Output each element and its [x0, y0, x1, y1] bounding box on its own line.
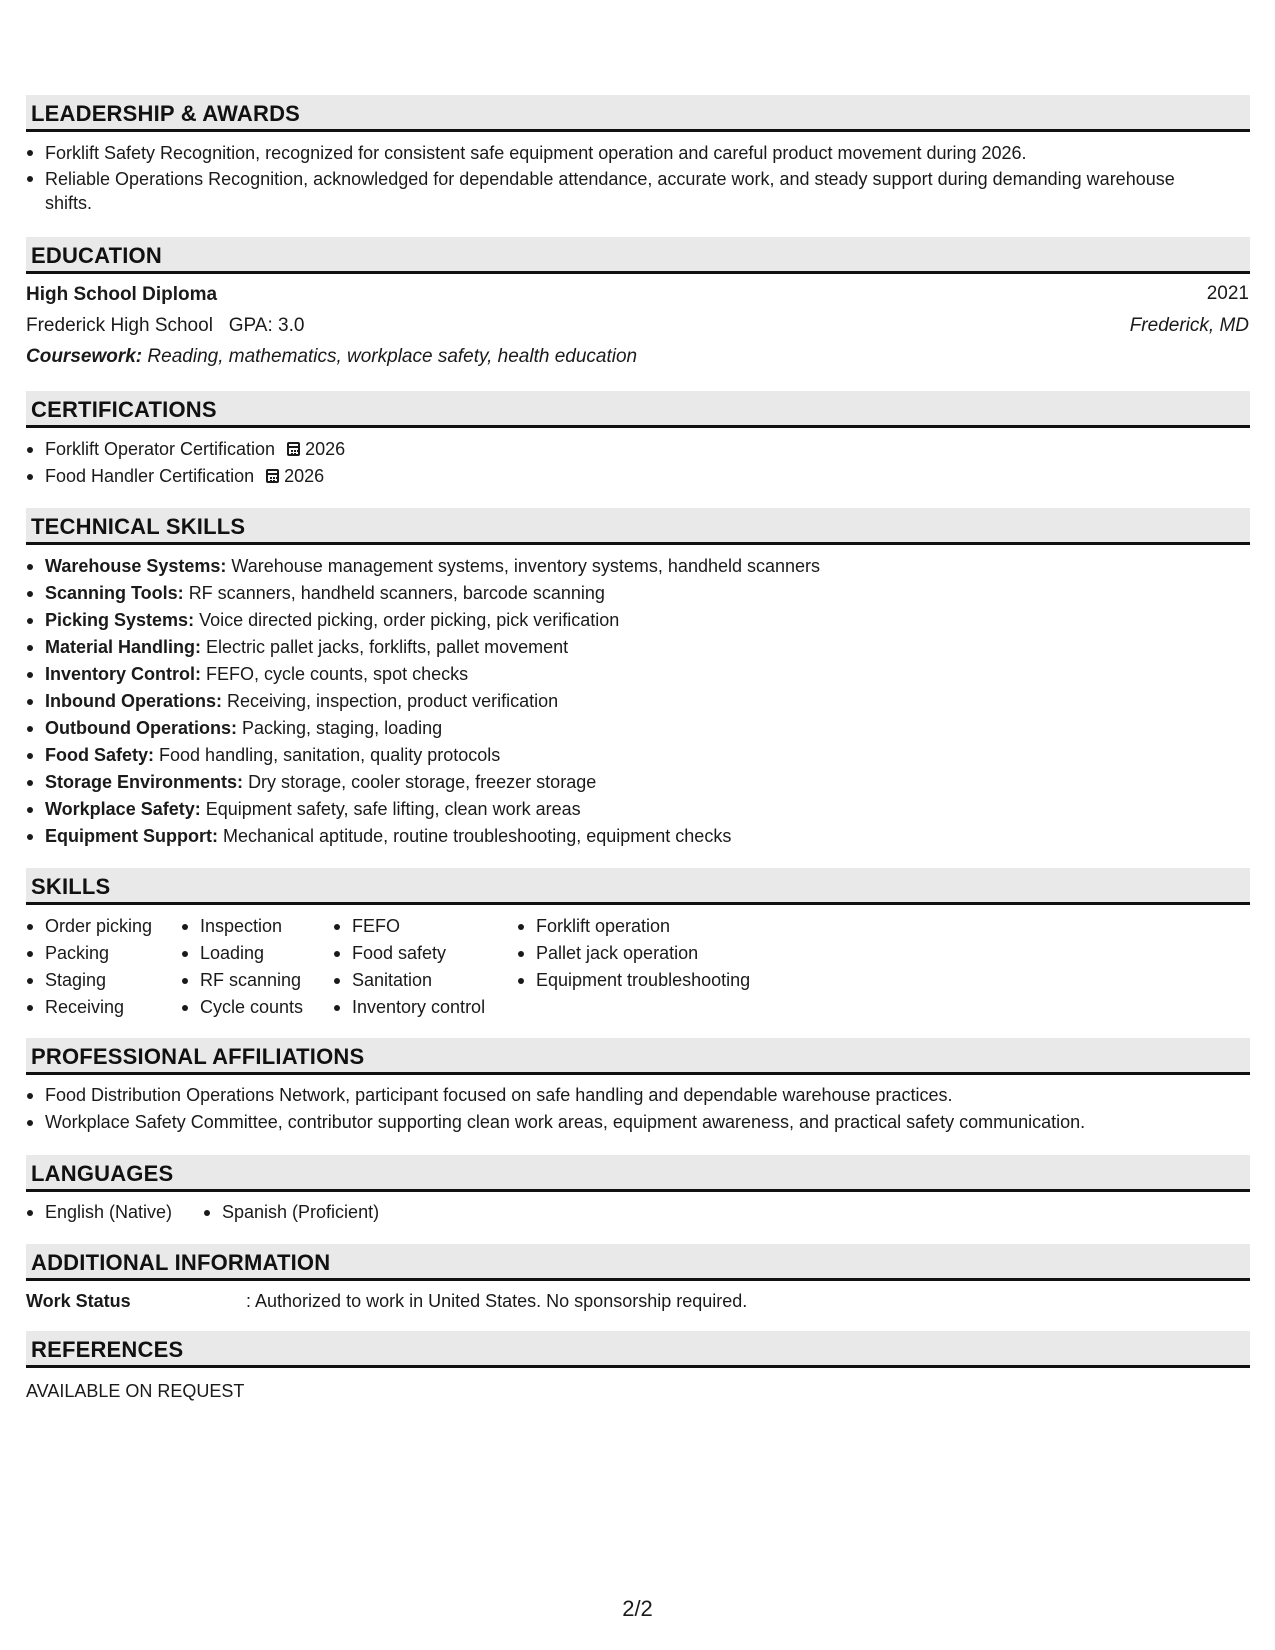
- list-item: [26, 661, 1226, 688]
- list-item: [26, 607, 1226, 634]
- list-item: English (Native): [26, 1199, 226, 1226]
- languages-list: [26, 1199, 226, 1226]
- list-item: Pallet jack operation: [517, 940, 797, 967]
- certification-year: 2026: [305, 439, 346, 459]
- skill-label: Food Safety:: [45, 745, 155, 765]
- calendar-icon: [287, 442, 300, 456]
- certification-year: 2026: [284, 466, 325, 486]
- list-item: Receiving: [26, 994, 186, 1021]
- section-title: PROFESSIONAL AFFILIATIONS: [31, 1044, 365, 1069]
- languages-list: [203, 1199, 453, 1226]
- section-header-additional: [26, 1244, 1250, 1281]
- list-item: [26, 436, 1226, 463]
- list-item: Inventory control: [333, 994, 513, 1021]
- leadership-list: [26, 141, 1226, 217]
- list-item: Forklift Safety Recognition, recognized for consistent safe equipment operation and careful product movement during 2026.: [26, 141, 1226, 165]
- skill-label: Inbound Operations:: [45, 691, 222, 711]
- coursework: [26, 346, 637, 368]
- list-item: Packing: [26, 940, 186, 967]
- list-item: Spanish (Proficient): [203, 1199, 453, 1226]
- gpa: GPA: 3.0: [228, 315, 305, 336]
- skill-label: Warehouse Systems:: [45, 556, 227, 576]
- skill-label: Picking Systems:: [45, 610, 195, 630]
- list-item: [26, 796, 1226, 823]
- skill-label: Storage Environments:: [45, 772, 244, 792]
- page-number: 2/2: [622, 1596, 653, 1621]
- section-header-technical-skills: [26, 508, 1250, 545]
- skill-label: Inventory Control:: [45, 664, 201, 684]
- skills-column: [181, 913, 331, 1021]
- section-title: LANGUAGES: [31, 1161, 174, 1186]
- work-status-value: : Authorized to work in United States. No sponsorship required.: [246, 1291, 748, 1311]
- skills-column: [517, 913, 797, 994]
- list-item: Staging: [26, 967, 186, 994]
- certification-name: Food Handler Certification: [45, 466, 255, 486]
- section-header-education: [26, 237, 1250, 274]
- section-header-leadership: [26, 95, 1250, 132]
- skill-text: Mechanical aptitude, routine troubleshooting, equipment checks: [223, 826, 732, 846]
- section-title: EDUCATION: [31, 243, 162, 268]
- list-item: [26, 634, 1226, 661]
- skill-text: Dry storage, cooler storage, freezer storage: [248, 772, 597, 792]
- section-title: SKILLS: [31, 874, 111, 899]
- list-item: Order picking: [26, 913, 186, 940]
- certification-name: Forklift Operator Certification: [45, 439, 276, 459]
- skill-text: Packing, staging, loading: [242, 718, 443, 738]
- list-item: Equipment troubleshooting: [517, 967, 797, 994]
- references-text: AVAILABLE ON REQUEST: [26, 1381, 245, 1401]
- section-title: TECHNICAL SKILLS: [31, 514, 246, 539]
- list-item: [26, 742, 1226, 769]
- skill-label: Outbound Operations:: [45, 718, 237, 738]
- skill-label: Scanning Tools:: [45, 583, 184, 603]
- skill-text: Food handling, sanitation, quality protocols: [159, 745, 501, 765]
- education-location: Frederick, MD: [1129, 315, 1249, 336]
- section-title: ADDITIONAL INFORMATION: [31, 1250, 331, 1275]
- education-year: 2021: [1206, 283, 1249, 304]
- section-header-languages: [26, 1155, 1250, 1192]
- list-item: [26, 580, 1226, 607]
- list-item: [26, 823, 1226, 850]
- technical-skills-list: [26, 553, 1226, 850]
- section-title: REFERENCES: [31, 1337, 184, 1362]
- school-line: [26, 315, 304, 337]
- section-title: CERTIFICATIONS: [31, 397, 217, 422]
- section-header-skills: [26, 868, 1250, 905]
- list-item: Reliable Operations Recognition, acknowledged for dependable attendance, accurate work, and steady support during demanding warehouse shifts.: [26, 167, 1226, 215]
- list-item: Forklift operation: [517, 913, 797, 940]
- section-header-affiliations: [26, 1038, 1250, 1075]
- skills-column: [26, 913, 186, 1021]
- list-item: Sanitation: [333, 967, 513, 994]
- work-status-label: Work Status: [26, 1291, 131, 1311]
- section-header-certifications: [26, 391, 1250, 428]
- list-item: Loading: [181, 940, 331, 967]
- degree: High School Diploma: [26, 284, 218, 305]
- skill-text: RF scanners, handheld scanners, barcode scanning: [188, 583, 605, 603]
- certifications-list: [26, 436, 1226, 490]
- skill-text: Warehouse management systems, inventory systems, handheld scanners: [231, 556, 821, 576]
- skill-label: Equipment Support:: [45, 826, 218, 846]
- list-item: [26, 463, 1226, 490]
- skill-label: Material Handling:: [45, 637, 202, 657]
- skill-text: Receiving, inspection, product verification: [227, 691, 559, 711]
- list-item: FEFO: [333, 913, 513, 940]
- skills-grid: [26, 913, 826, 1023]
- skill-text: Equipment safety, safe lifting, clean work areas: [205, 799, 581, 819]
- affiliations-list: [26, 1082, 1226, 1136]
- list-item: [26, 769, 1226, 796]
- list-item: Food Distribution Operations Network, participant focused on safe handling and dependable warehouse practices.: [26, 1082, 1226, 1109]
- list-item: Workplace Safety Committee, contributor supporting clean work areas, equipment awareness, and practical safety communication.: [26, 1109, 1226, 1136]
- list-item: [26, 688, 1226, 715]
- list-item: Cycle counts: [181, 994, 331, 1021]
- list-item: RF scanning: [181, 967, 331, 994]
- list-item: Inspection: [181, 913, 331, 940]
- list-item: [26, 553, 1226, 580]
- skill-label: Workplace Safety:: [45, 799, 201, 819]
- coursework-text: Reading, mathematics, workplace safety, health education: [147, 346, 638, 367]
- skill-text: Voice directed picking, order picking, pick verification: [199, 610, 620, 630]
- coursework-label: Coursework:: [26, 346, 143, 367]
- list-item: [26, 715, 1226, 742]
- section-header-references: [26, 1331, 1250, 1368]
- skills-column: [333, 913, 513, 1021]
- skill-text: FEFO, cycle counts, spot checks: [206, 664, 469, 684]
- skill-text: Electric pallet jacks, forklifts, pallet movement: [206, 637, 569, 657]
- calendar-icon: [266, 469, 279, 483]
- list-item: Food safety: [333, 940, 513, 967]
- school-name: Frederick High School: [26, 315, 213, 336]
- section-title: LEADERSHIP & AWARDS: [31, 101, 301, 126]
